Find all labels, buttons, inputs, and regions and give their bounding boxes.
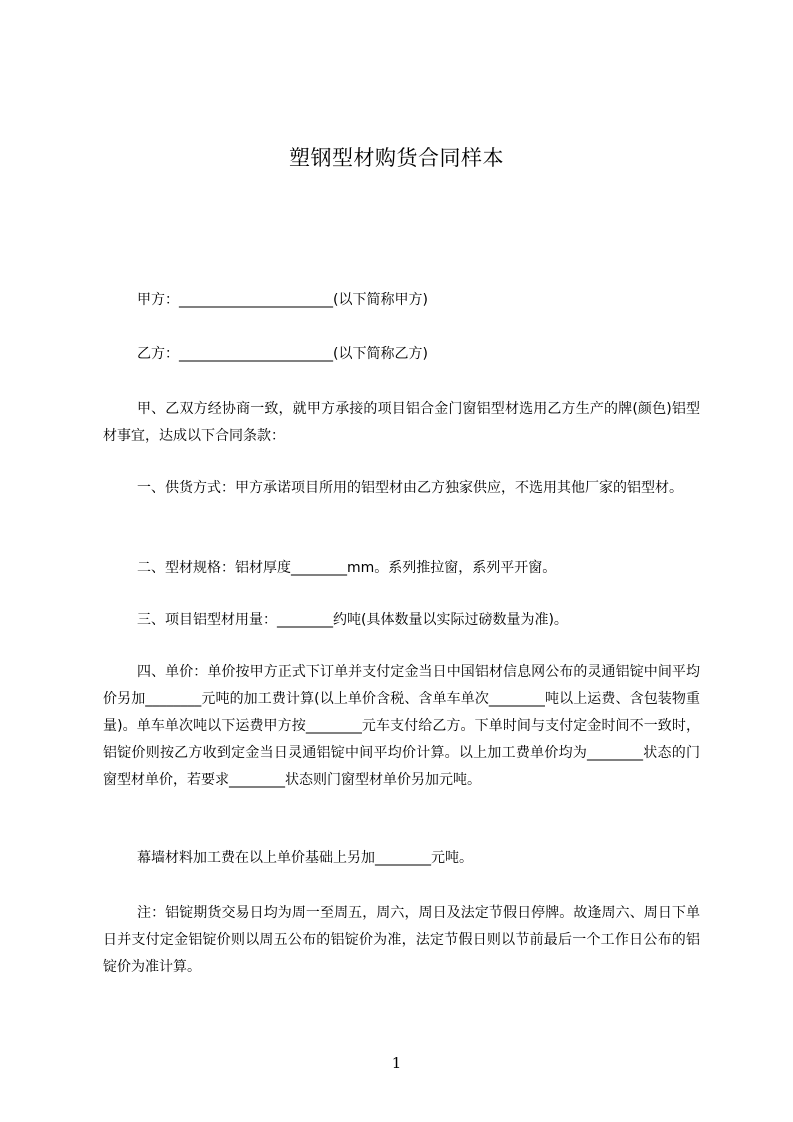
clause-material-quantity: 三、项目铝型材用量：________约吨(具体数量以实际过磅数量为准)。 bbox=[137, 612, 568, 628]
clause-unit-price: 四、单价：单价按甲方正式下订单并支付定金当日中国铝材信息网公布的灵通铝锭中间平均价另加________元吨的加工费计算(以上单价含税、含单车单次________吨以上运费、含包装物重量)。单车单次吨以下运费甲方按________元车支付给乙方。下单时间与支付定金时间不一致时，铝锭价则按乙方收到定金当日灵通铝锭中间平均价计算。以上加工费单价均为________状态的门窗型材单价，若要求________状态则门窗型材单价另加元吨。 bbox=[103, 664, 700, 788]
document-title: 塑钢型材购货合同样本 bbox=[289, 146, 504, 170]
curtain-wall-processing-fee: 幕墙材料加工费在以上单价基础上另加________元吨。 bbox=[137, 850, 473, 866]
party-a-line: 甲方：______________________(以下简称甲方) bbox=[137, 292, 428, 308]
intro-paragraph: 甲、乙双方经协商一致，就甲方承接的项目铝合金门窗铝型材选用乙方生产的牌(颜色)铝型材事宜，达成以下合同条款： bbox=[103, 401, 700, 444]
party-b-line: 乙方：______________________(以下简称乙方) bbox=[137, 346, 428, 362]
clause-supply-method: 一、供货方式：甲方承诺项目所用的铝型材由乙方独家供应，不选用其他厂家的铝型材。 bbox=[137, 480, 683, 496]
clause-profile-specification: 二、型材规格：铝材厚度________mm。系列推拉窗，系列平开窗。 bbox=[137, 560, 557, 576]
page-number: 1 bbox=[391, 1054, 402, 1072]
trading-day-note: 注：铝锭期货交易日均为周一至周五，周六，周日及法定节假日停牌。故逢周六、周日下单日并支付定金铝锭价则以周五公布的铝锭价为准，法定节假日则以节前最后一个工作日公布的铝锭价为准计算。 bbox=[103, 905, 700, 975]
